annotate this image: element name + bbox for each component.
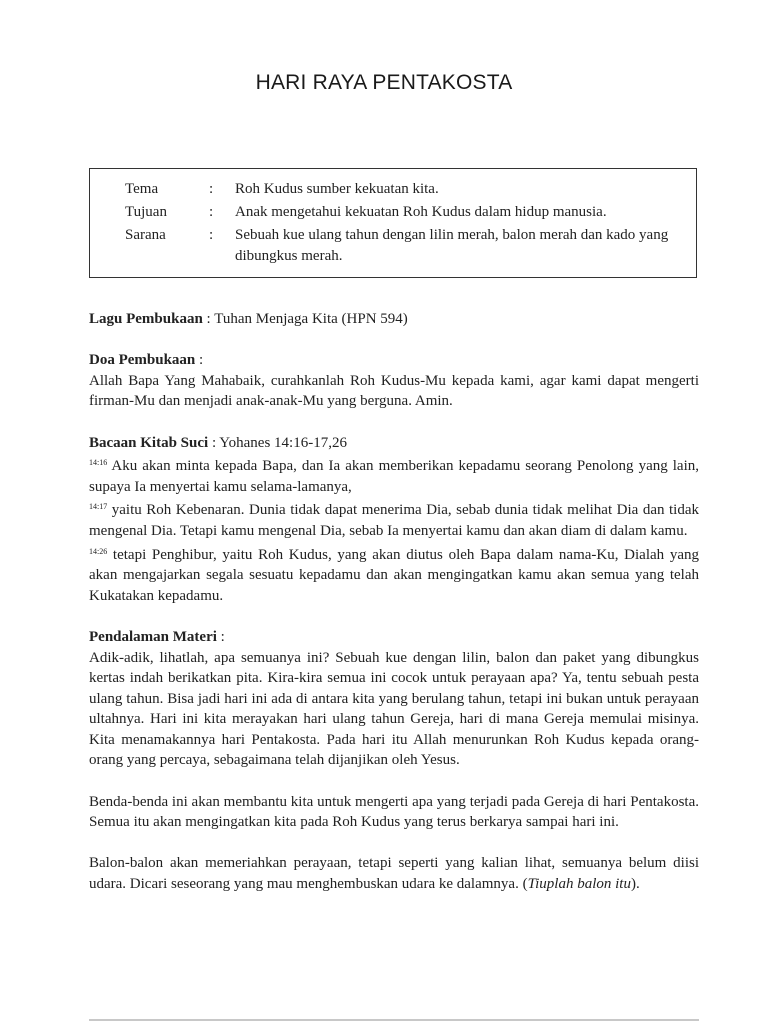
pendalaman-heading-line [89,627,699,648]
verse-text: yaitu Roh Kebenaran. Dunia tidak dapat menerima Dia, sebab dunia tidak melihat Dia dan tidak mengenal Dia. Tetapi kamu mengenal Dia, sebab Ia menyertai kamu dan akan diam di dalam kamu. [89,502,699,539]
doa-heading: Doa Pembukaan [89,352,196,369]
verse-number: 14:17 [89,502,108,512]
bacaan-heading: Bacaan Kitab Suci [89,434,209,451]
info-colon: : [209,181,214,197]
lagu-section [89,309,699,330]
doa-colon: : [195,352,204,369]
verse-14-17 [89,497,699,541]
doa-heading-line [89,350,699,371]
info-colon: : [209,227,214,243]
pendalaman-paragraph-2: Benda-benda ini akan membantu kita untuk mengerti apa yang terjadi pada Gereja di hari Pentakosta. Semua itu akan mengingatkan kita pada Roh Kudus yang terus berkarya sampai hari ini. [89,793,699,831]
paragraph-end: ). [630,876,640,893]
info-colon: : [209,204,214,220]
verse-number: 14:26 [89,546,108,556]
verse-number: 14:16 [89,458,108,468]
info-label: Tema [125,181,159,197]
instruction-italic: Tiuplah balon itu [527,876,631,893]
pendalaman-heading: Pendalaman Materi [89,628,217,645]
page-title: HARI RAYA PENTAKOSTA [255,71,513,94]
info-label: Tujuan [125,204,167,220]
info-value: Sebuah kue ulang tahun dengan lilin merah, balon merah dan kado yang dibungkus merah. [235,227,669,264]
pendalaman-paragraph-1: Adik-adik, lihatlah, apa semuanya ini? Sebuah kue dengan lilin, balon dan paket yang dibungkus kertas indah berikatkan pita. Kira-kira semua ini cocok untuk perayaan apa? Ya, tentu sebuah pesta ulang tahun. Bisa jadi hari ini ada di antara kita yang berulang tahun, tetapi ini bukan untuk perayaan ultahnya. Hari ini kita merayakan hari ulang tahun Gereja, hari di mana Gereja memulai misinya. Kita menamakannya hari Pentakosta. Pada hari itu Allah menurunkan Roh Kudus kepada orang-orang yang percaya, sebagaimana telah dijanjikan oleh Yesus. [89,649,699,769]
doa-text: Allah Bapa Yang Mahabaik, curahkanlah Roh Kudus-Mu kepada kami, agar kami dapat mengerti firman-Mu dan menjadi anak-anak-Mu yang berguna. Amin. [89,372,699,410]
verse-14-26 [89,542,699,607]
verse-14-16 [89,453,699,497]
info-value: Roh Kudus sumber kekuatan kita. [235,181,439,197]
info-label: Sarana [125,227,166,243]
main-content [89,309,699,895]
pendalaman-colon: : [216,628,225,645]
lagu-heading: Lagu Pembukaan [89,311,203,327]
paragraph-text: Balon-balon akan memeriahkan perayaan, tetapi seperti yang kalian lihat, semuanya belum diisi udara. Dicari seseorang yang mau menghembuskan udara ke dalamnya. ( [89,855,699,893]
verse-text: tetapi Penghibur, yaitu Roh Kudus, yang akan diutus oleh Bapa dalam nama-Ku, Dialah yang akan mengajarkan segala sesuatu kepadamu dan akan mengingatkan kamu akan semua yang telah Kukatakan kepadamu. [89,546,699,604]
bacaan-ref: : Yohanes 14:16-17,26 [208,434,347,451]
pendalaman-paragraph-3 [89,853,699,894]
bacaan-heading-line [89,433,699,454]
footer-divider [89,1019,699,1021]
verse-text: Aku akan minta kepada Bapa, dan Ia akan memberikan kepadamu seorang Penolong yang lain, supaya Ia menyertai kamu selama-lamanya, [89,458,699,495]
info-box [89,168,697,278]
lagu-text: : Tuhan Menjaga Kita (HPN 594) [202,311,408,327]
info-value: Anak mengetahui kekuatan Roh Kudus dalam hidup manusia. [235,204,607,220]
